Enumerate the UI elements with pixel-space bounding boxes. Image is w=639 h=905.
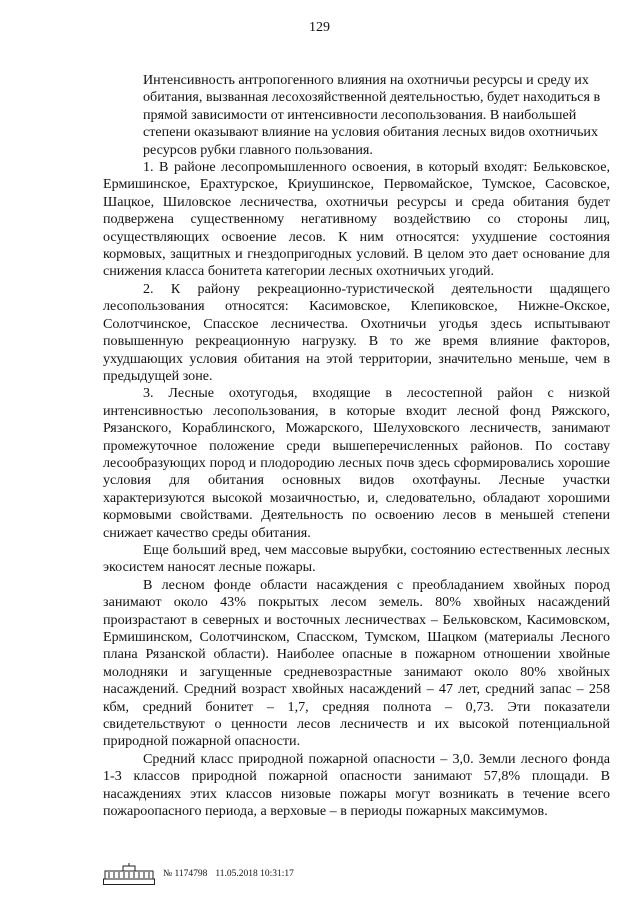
building-seal-icon [103,863,155,885]
paragraph-district-2: 2. К району рекреационно-туристической деятельности щадящего лесопользования относятся: Касимовское, Клепиковское, Нижне-Окское, Солотчинское, Спасское лесничества. Охотничьи угодья здесь испытывают повышенную рекреационную нагрузку. В то же время влияние факторов, ухудшающих условия обитания на этой территории, значительно меньше, чем в предыдущей зоне. [103,280,610,384]
document-datetime: 11.05.2018 10:31:17 [215,869,294,879]
document-number: № 1174798 [163,869,208,879]
document-body [103,72,610,820]
footer-stamp [103,862,294,886]
paragraph-intro: Интенсивность антропогенного влияния на охотничьи ресурсы и среду их обитания, вызванная лесохозяйственной деятельностью, будет находиться в прямой зависимости от интенсивности лесопользования. В наибольшей степени оказывают влияние на условия обитания лесных видов охотничьих ресурсов рубки главного пользования. [143,72,601,158]
paragraph-fire-class: Средний класс природной пожарной опасности – 3,0. Земли лесного фонда 1-3 классов природной пожарной опасности занимают 57,8% площади. В насаждениях этих классов низовые пожары могут возникать в течение всего пожароопасного периода, а верховые – в периоды пожарных максимумов. [103,750,610,820]
paragraph-conifers: В лесном фонде области насаждения с преобладанием хвойных пород занимают около 43% покрытых лесом земель. 80% хвойных насаждений произрастают в северных и восточных лесничествах – Бельковском, Касимовском, Ермишинском, Солотчинском, Спасском, Тумском, Шацком (материалы Лесного плана Рязанской области). Наиболее опасные в пожарном отношении хвойные молодняки и загущенные средневозрастные занимают около 80% хвойных насаждений. Средний возраст хвойных насаждений – 47 лет, средний запас – 258 кбм, средний бонитет – 1,7, средняя полнота – 0,73. Эти показатели свидетельствуют о ценности лесов лесничеств и их высокой потенциальной природной пожарной опасности. [103,576,610,750]
page-number: 129 [309,20,330,35]
paragraph-district-3: 3. Лесные охотугодья, входящие в лесостепной район с низкой интенсивностью лесопользования, в которые входит лесной фонд Ряжского, Рязанского, Кораблинского, Можарского, Шелуховского лесничеств, занимают промежуточное положение среди вышеперечисленных районов. По составу лесообразующих пород и плодородию лесных почв здесь сформировались хорошие условия для обитания основных видов охотфауны. Лесные участки характеризуются высокой мозаичностью, и, следовательно, обладают хорошими кормовыми свойствами. Деятельность по освоению лесов в меньшей степени снижает качество среды обитания. [103,385,610,541]
paragraph-fires-intro: Еще больший вред, чем массовые вырубки, состоянию естественных лесных экосистем наносят лесные пожары. [103,541,610,576]
paragraph-district-1: 1. В районе лесопромышленного освоения, в который входят: Бельковское, Ермишинское, Ерахтурское, Криушинское, Первомайское, Тумское, Сасовское, Шацкое, Шиловское лесничества, охотничьи ресурсы и среда обитания будет подвержена существенному негативному воздействию со стороны лиц, осуществляющих освоение лесов. К ним относятся: ухудшение состояния кормовых, защитных и гнездопригодных условий. В целом это дает основание для снижения класса бонитета категории лесных охотничьих угодий. [103,159,610,280]
